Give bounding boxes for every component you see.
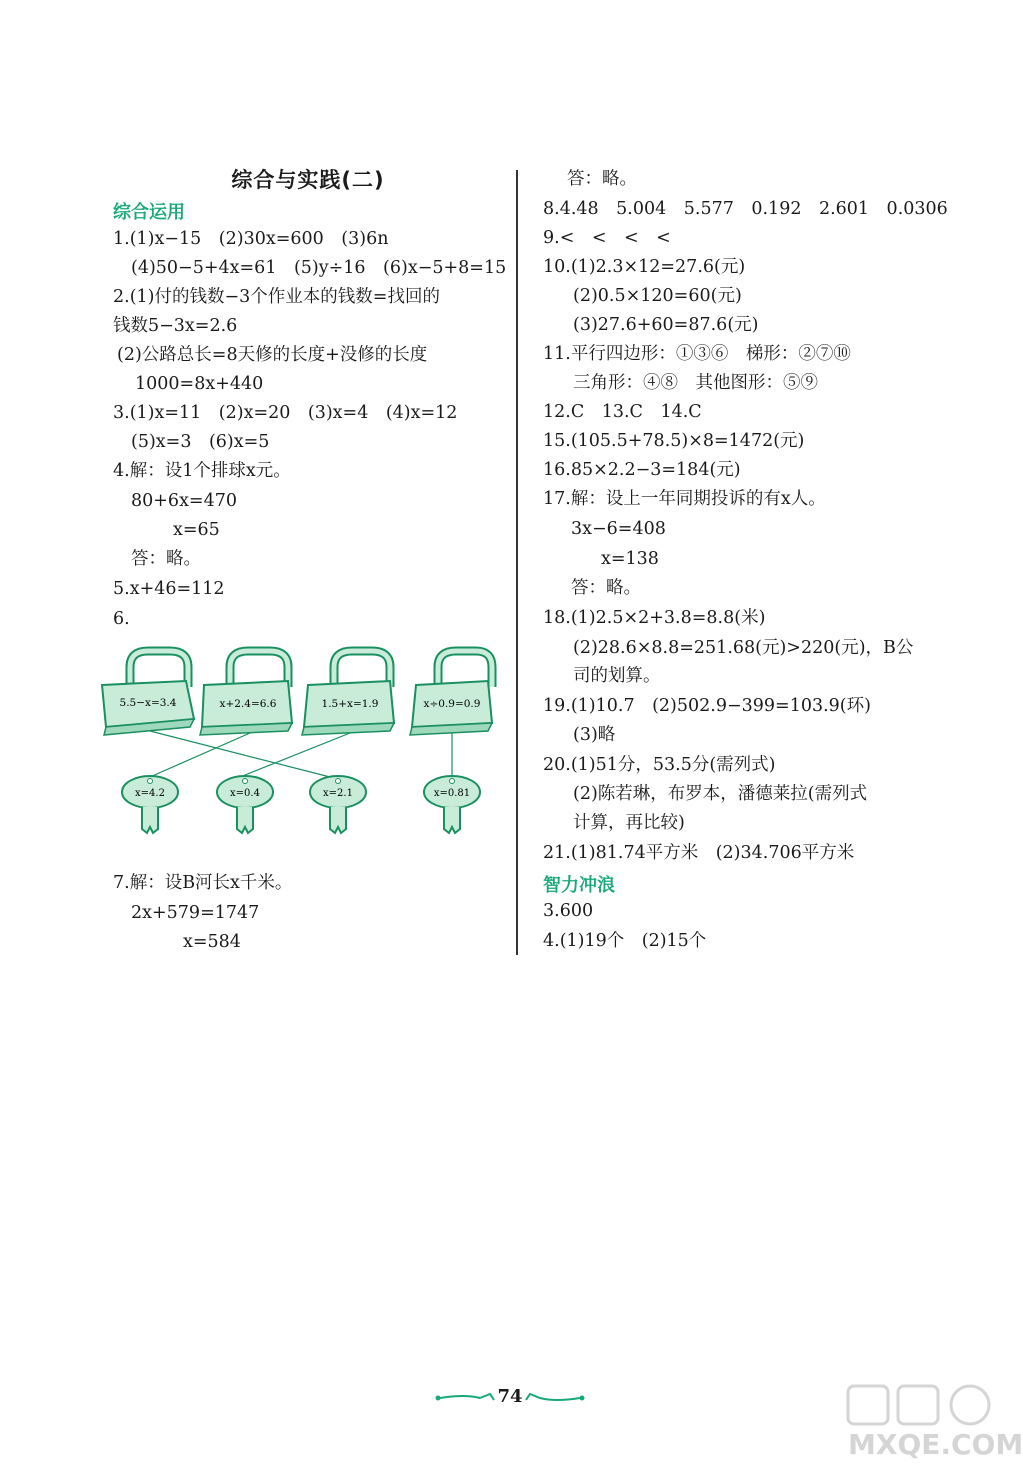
- answer-line: (2)0.5×120=60(元): [573, 286, 742, 306]
- answer-line: 1000=8x+440: [135, 374, 264, 394]
- answer-line: (2)公路总长=8天修的长度+没修的长度: [117, 345, 428, 365]
- answer-line: 钱数5−3x=2.6: [113, 316, 238, 336]
- answer-line: (3)略: [573, 725, 616, 745]
- answer-line: (2)陈若琳，布罗本，潘德莱拉(需列式: [573, 784, 868, 804]
- key-label: x=2.1: [323, 788, 353, 799]
- lock-2: [200, 651, 292, 735]
- page-number: 74: [497, 1386, 523, 1407]
- answer-line: 8.4.48 5.004 5.577 0.192 2.601 0.0306: [543, 199, 948, 219]
- key-3: [310, 776, 366, 833]
- answer-line: 4.(1)19个 (2)15个: [543, 931, 707, 951]
- answer-line: (3)27.6+60=87.6(元): [573, 315, 759, 335]
- answer-line: 10.(1)2.3×12=27.6(元): [543, 257, 746, 277]
- key-label: x=0.4: [230, 788, 260, 799]
- answer-line: 80+6x=470: [131, 491, 237, 511]
- answer-line: x=138: [601, 549, 659, 569]
- answer-line: 1.(1)x−15 (2)30x=600 (3)6n: [113, 229, 389, 249]
- answer-line: 20.(1)51分，53.5分(需列式): [543, 755, 776, 775]
- key-4: [424, 776, 480, 833]
- answer-line: 16.85×2.2−3=184(元): [543, 460, 741, 480]
- answer-line: 15.(105.5+78.5)×8=1472(元): [543, 431, 805, 451]
- watermark-text: MXQE.COM: [848, 1428, 1023, 1461]
- answer-line: (4)50−5+4x=61 (5)y÷16 (6)x−5+8=15: [131, 258, 507, 278]
- key-1: [122, 776, 178, 833]
- answer-line: 21.(1)81.74平方米 (2)34.706平方米: [543, 843, 855, 863]
- answer-line: (5)x=3 (6)x=5: [131, 432, 270, 452]
- page-title: 综合与实践(二): [231, 168, 385, 192]
- answer-line: 3.600: [543, 901, 594, 921]
- answer-line: 2x+579=1747: [131, 903, 260, 923]
- watermark-logo-icon: [840, 1380, 1000, 1430]
- lock-equation: 5.5−x=3.4: [119, 697, 177, 709]
- answer-line: 18.(1)2.5×2+3.8=8.8(米): [543, 608, 766, 628]
- answer-line: 7.解：设B河长x千米。: [113, 873, 293, 893]
- lock-equation: x÷0.9=0.9: [423, 698, 481, 710]
- answer-line: x=65: [173, 520, 220, 540]
- section-heading-zonghe: 综合运用: [113, 202, 185, 223]
- locks-keys-figure: [90, 645, 490, 840]
- answer-line: 3.(1)x=11 (2)x=20 (3)x=4 (4)x=12: [113, 403, 458, 423]
- answer-line: 答：略。: [571, 578, 641, 598]
- key-2: [217, 776, 273, 833]
- answer-line: 3x−6=408: [571, 519, 666, 539]
- connector-line: [150, 733, 250, 777]
- answer-line: 9.< < < <: [543, 228, 671, 248]
- lock-1: [102, 651, 194, 735]
- answer-line: 5.x+46=112: [113, 579, 225, 599]
- answer-line: 11.平行四边形：①③⑥ 梯形：②⑦⑩: [543, 344, 851, 364]
- answer-line: 6.: [113, 609, 130, 629]
- answer-line: x=584: [183, 932, 241, 952]
- lock-equation: x+2.4=6.6: [219, 698, 277, 710]
- answer-line: 答：略。: [567, 169, 637, 189]
- answer-line: 司的划算。: [573, 666, 661, 686]
- connector-line: [240, 733, 350, 777]
- key-label: x=4.2: [135, 788, 165, 799]
- answer-line: 17.解：设上一年同期投诉的有x人。: [543, 489, 826, 509]
- lock-equation: 1.5+x=1.9: [321, 698, 379, 710]
- section-heading-zhili: 智力冲浪: [543, 875, 615, 896]
- key-label: x=0.81: [433, 788, 471, 799]
- answer-line: 19.(1)10.7 (2)502.9−399=103.9(环): [543, 696, 871, 716]
- answer-line: 三角形：④⑧ 其他图形：⑤⑨: [573, 373, 818, 393]
- lock-3: [302, 651, 394, 735]
- answer-line: 12.C 13.C 14.C: [543, 402, 702, 422]
- watermark: [840, 1380, 1023, 1472]
- answer-line: 答：略。: [131, 549, 201, 569]
- page-footer: [420, 1386, 600, 1410]
- answer-line: 计算，再比较): [573, 813, 685, 833]
- answer-line: (2)28.6×8.8=251.68(元)>220(元)，B公: [573, 638, 914, 658]
- lock-4: [410, 651, 492, 735]
- answer-line: 2.(1)付的钱数−3个作业本的钱数=找回的: [113, 287, 440, 307]
- column-divider: [516, 170, 518, 955]
- answer-line: 4.解：设1个排球x元。: [113, 461, 291, 481]
